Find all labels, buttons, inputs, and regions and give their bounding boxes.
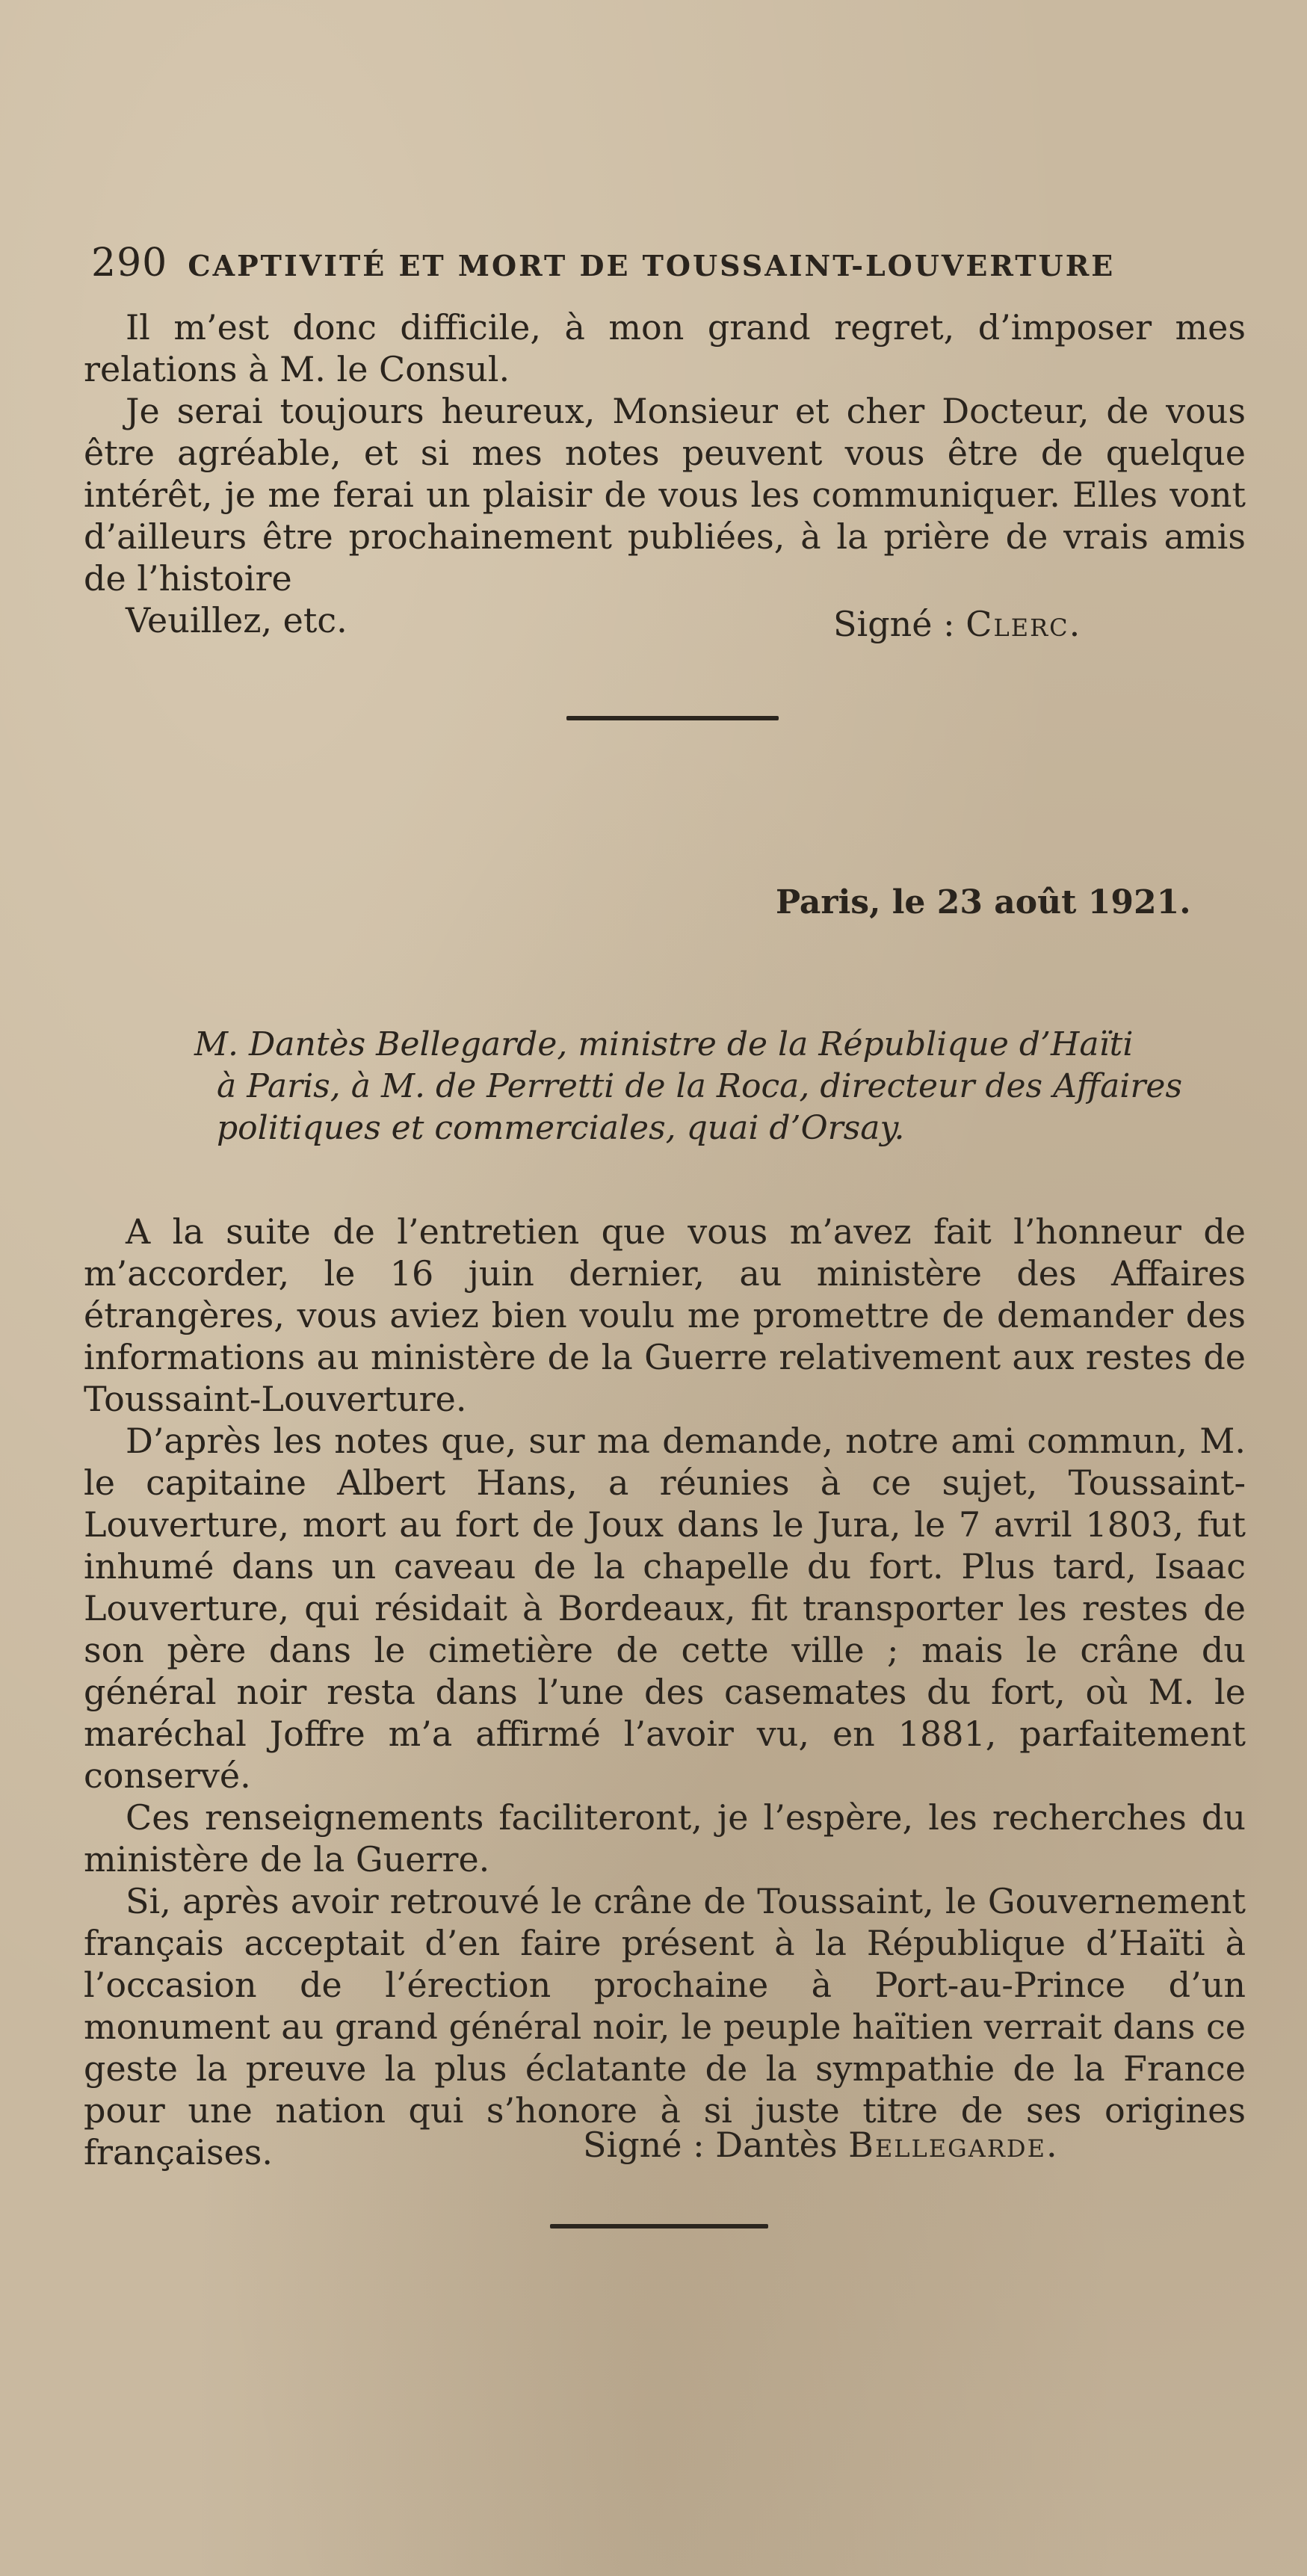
paragraph: Si, après avoir retrouvé le crâne de Toussaint, le Gouvernement français acceptait d’en faire présent à la République d’Haïti à l’occasion de l’érection prochaine à Port-au-Prince d’un monument au grand général noir, le peuple haïtien verrait dans ce geste la preuve la plus éclatante de la sympathie de la France pour une nation qui s’honore à si juste titre de ses origines françaises.: [84, 1881, 1246, 2172]
signature-prefix: Signé : Dantès: [583, 2125, 849, 2165]
signature-name: Bellegarde.: [848, 2125, 1059, 2165]
paragraph: Je serai toujours heureux, Monsieur et cher Docteur, de vous être agréable, et si mes notes peuvent vous être de quelque intérêt, je me ferai un plaisir de vous les communiquer. Elles vont d’ailleurs être prochainement publiées, à la prière de vrais amis de l’histoire: [84, 391, 1246, 599]
letter-address: [194, 1024, 1240, 1149]
paragraph: Veuillez, etc.: [126, 600, 347, 640]
end-divider: [550, 2224, 768, 2228]
paragraph: Il m’est donc difficile, à mon grand regret, d’imposer mes relations à M. le Consul.: [84, 307, 1246, 389]
address-line: à Paris, à M. de Perretti de la Roca, directeur des Affaires: [217, 1067, 1183, 1105]
signature-bellegarde: [583, 2125, 1059, 2165]
address-line: politiques et commerciales, quai d’Orsay.: [217, 1109, 905, 1147]
letter-clerc-body: [84, 306, 1246, 641]
signature-clerc: [833, 604, 1081, 644]
signature-name: Clerc.: [965, 604, 1082, 644]
running-head: [91, 241, 1175, 285]
running-title: CAPTIVITÉ ET MORT DE TOUSSAINT-LOUVERTURE: [188, 249, 1116, 282]
dateline: Paris, le 23 août 1921.: [776, 883, 1191, 921]
letter-bellegarde-body: [84, 1211, 1246, 2173]
paragraph: D’après les notes que, sur ma demande, notre ami commun, M. le capitaine Albert Hans, a réunies à ce sujet, Toussaint-Louverture, mort au fort de Joux dans le Jura, le 7 avril 1803, fut inhumé dans un caveau de la chapelle du fort. Plus tard, Isaac Louverture, qui résidait à Bordeaux, fit transporter les restes de son père dans le cimetière de cette ville ; mais le crâne du général noir resta dans l’une des casemates du fort, où M. le maréchal Joffre m’a affirmé l’avoir vu, en 1881, parfaitement conservé.: [84, 1421, 1246, 1796]
address-line: M. Dantès Bellegarde, ministre de la République d’Haïti: [194, 1025, 1134, 1063]
paragraph: Ces renseignements faciliteront, je l’espère, les recherches du ministère de la Guerre.: [84, 1797, 1246, 1880]
paragraph: A la suite de l’entretien que vous m’avez fait l’honneur de m’accorder, le 16 juin dernier, au ministère des Affaires étrangères, vous aviez bien voulu me promettre de demander des informations au ministère de la Guerre relativement aux restes de Toussaint-Louverture.: [84, 1211, 1246, 1419]
section-divider: [566, 716, 779, 720]
page-number: 290: [91, 241, 168, 285]
signature-prefix: Signé :: [833, 604, 966, 644]
